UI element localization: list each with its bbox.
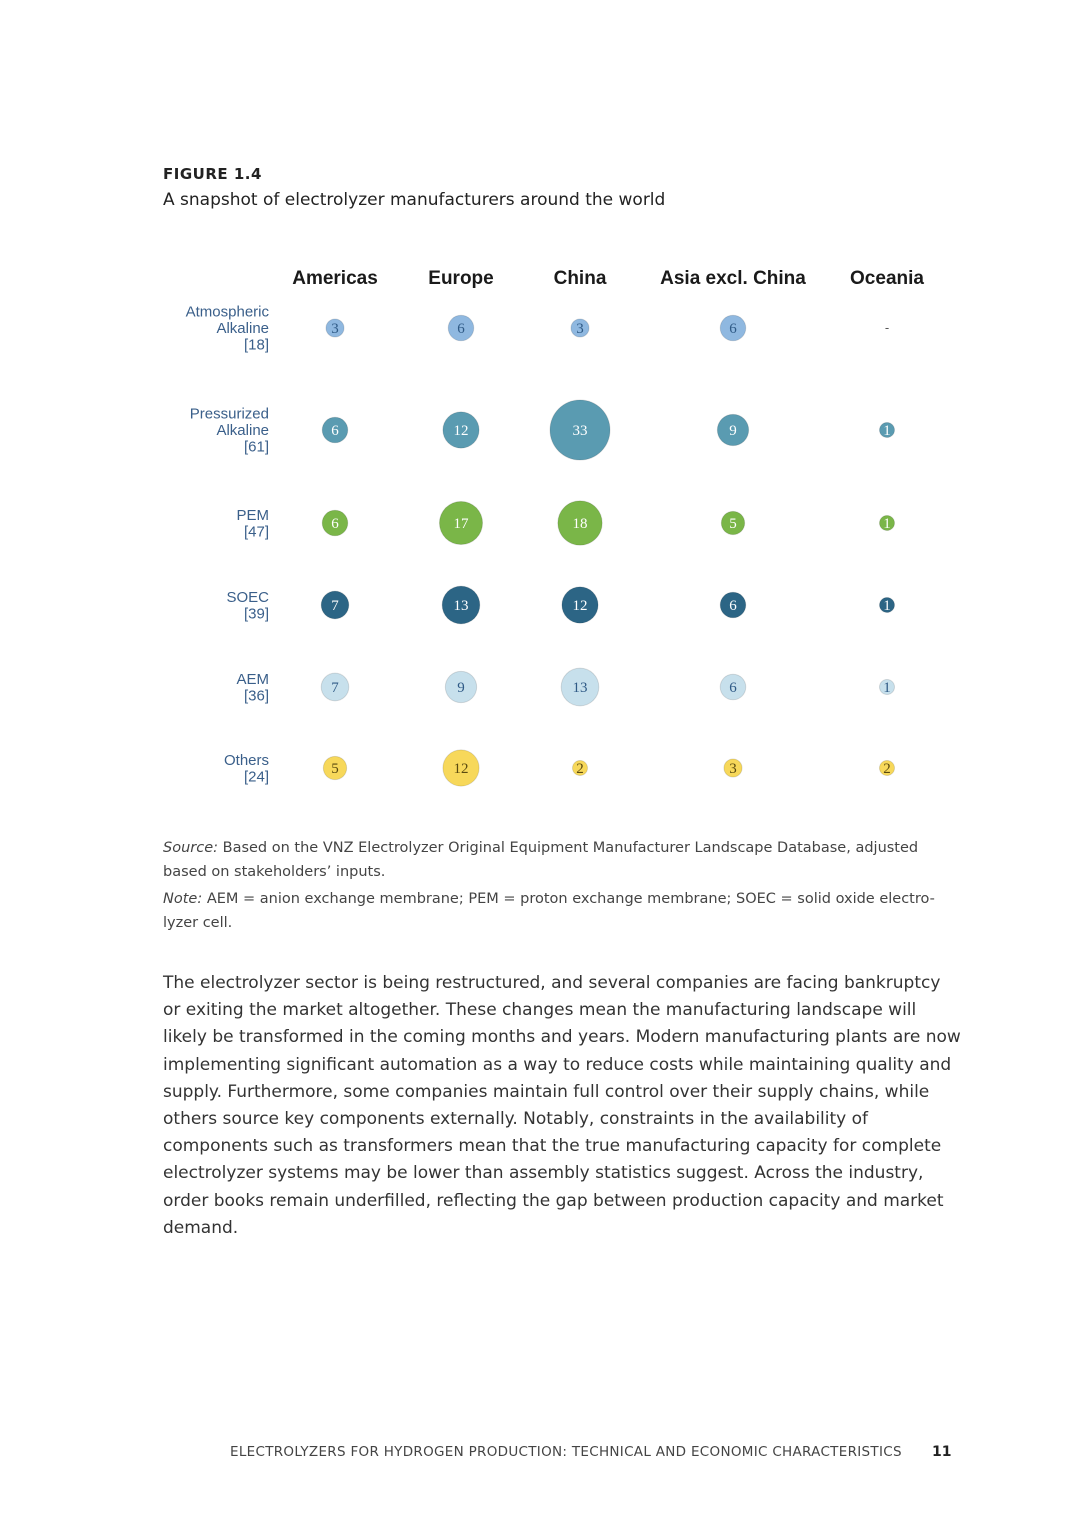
bubble-value: 18	[572, 516, 588, 532]
source-label: Source:	[163, 840, 219, 856]
bubble-value: 7	[331, 680, 339, 696]
bubble-value: 3	[729, 761, 737, 777]
bubble-value: 6	[729, 680, 737, 696]
row-label: PEM [47]	[236, 506, 269, 541]
column-header: Oceania	[850, 268, 924, 289]
row-labels	[186, 304, 270, 786]
bubble-value: 13	[453, 598, 469, 614]
column-header: Americas	[292, 268, 378, 289]
bubble-value: 6	[331, 423, 339, 439]
row-label: AEM [36]	[236, 670, 269, 705]
bubble-value: 1	[883, 598, 891, 614]
row-label: Atmospheric Alkaline [18]	[185, 303, 269, 354]
bubble-value: 9	[729, 423, 737, 439]
bubble-value: 3	[331, 321, 339, 337]
missing-value: -	[884, 320, 890, 335]
body-paragraph: The electrolyzer sector is being restructured, and several companies are facing bankruptcy or exiting the market altogether. These changes mean the manufacturing landscape will likely be transformed in the coming months and years. Modern manufacturing plants are now implementing significant automation as a way to reduce costs while maintaining quality and supply. Furthermore, some companies maintain full control over their supply chains, while others source key components externally. Notably, constraints in the availability of components such as transformers mean that the true manufacturing capacity for complete electrolyzer systems may be lower than assembly statistics suggest. Across the industry, order books remain underfilled, reflecting the gap between production capacity and market demand.	[163, 973, 961, 1238]
running-footer: ELECTROLYZERS FOR HYDROGEN PRODUCTION: TECHNICAL AND ECONOMIC CHARACTERISTICS	[230, 1444, 902, 1460]
bubble-value: 6	[729, 321, 737, 337]
source-note	[163, 836, 943, 884]
bubble-value: 12	[453, 761, 469, 777]
bubble-value: 9	[457, 680, 465, 696]
bubble-value: 12	[572, 598, 588, 614]
bubble-value: 6	[729, 598, 737, 614]
abbreviation-note	[163, 887, 943, 935]
column-headers	[292, 268, 924, 289]
bubbles	[321, 315, 894, 786]
page-number: 11	[932, 1444, 952, 1460]
source-text: Based on the VNZ Electrolyzer Original Equipment Manufacturer Landscape Database, adjusted based on stakeholders’ inputs.	[163, 840, 919, 880]
note-label: Note:	[163, 891, 203, 907]
bubble-value: 6	[457, 321, 465, 337]
bubble-value: 17	[453, 516, 469, 532]
row-label: Pressurized Alkaline [61]	[189, 405, 269, 456]
bubble-value: 3	[576, 321, 584, 337]
bubble-value: 12	[453, 423, 469, 439]
bubble-value: 1	[883, 423, 891, 439]
row-label: Others [24]	[223, 751, 269, 786]
bubble-value: 13	[572, 680, 588, 696]
column-header: Asia excl. China	[660, 268, 806, 289]
bubble-value: 1	[883, 516, 891, 532]
note-text: AEM = anion exchange membrane; PEM = proton exchange membrane; SOEC = solid oxide electro-lyzer cell.	[163, 891, 935, 931]
bubble-value: 33	[572, 423, 588, 439]
bubble-value: 2	[576, 761, 584, 777]
bubble-value: 6	[331, 516, 339, 532]
bubble-value: 5	[729, 516, 737, 532]
figure-caption: A snapshot of electrolyzer manufacturers around the world	[163, 190, 666, 210]
bubble-value: 1	[883, 680, 891, 696]
figure-label: FIGURE 1.4	[163, 165, 262, 183]
bubble-value: 7	[331, 598, 339, 614]
column-header: China	[553, 268, 607, 289]
bubble-value: 2	[883, 761, 891, 777]
column-header: Europe	[428, 268, 494, 289]
figure-notes	[163, 836, 943, 938]
bubble-value: 5	[331, 761, 339, 777]
row-label: SOEC [39]	[226, 588, 269, 623]
